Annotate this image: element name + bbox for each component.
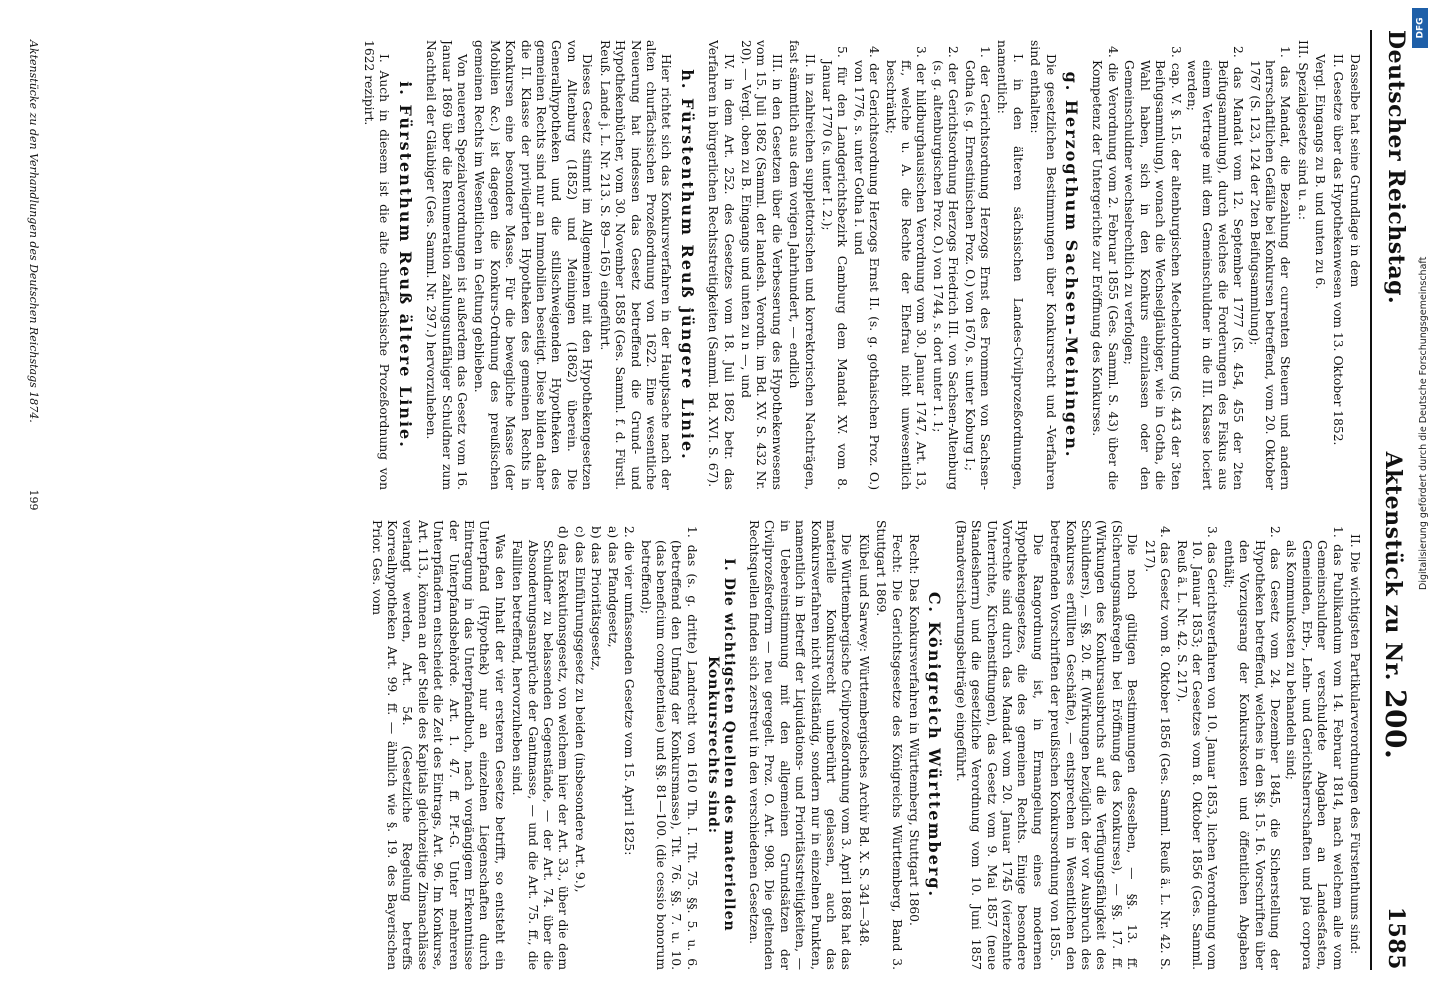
section-heading-c1: I. Die wichtigsten Quellen des materiellen Konkursrechts sind: (705, 558, 737, 932)
list-item: 3. der hildburghausischen Verordnung vom 30. Januar 1747, Art. 13, ff., welche u. A. die Rechte der Ehefrau nicht unwesentlich beschränkt; (883, 46, 929, 490)
dfg-logo (1412, 8, 1428, 48)
page-number-text: 199 (27, 489, 40, 511)
left-text-i-1: I. Auch in diesem ist die alte churfächsische Prozeßordnung von 1622 rezipirt. (362, 40, 392, 490)
list-item: 4. der Gerichtsordnung Herzogs Ernst II. (s. g. gothaischen Proz. O.) von 1776, s. unter Gotha I. und (851, 46, 882, 490)
list-item: 3. cap. V. §. 15. der altenburgischen Mechelordnung (S. 443 der 3ten Beifugsammlung), wonach die Wechselgläubiger, wie in Gotha, die Wahl haben, sich in den Konkurs einzulassen oder den Gemeinschuldner wechselrechtlich zu verfolgen; (1122, 46, 1183, 490)
right-text-c2-1: Was den Inhalt der vier ersteren Gesetze betrifft, so entsteht ein Unterpfand (Hypothek) nur an einzelnen Liegenschaften durch Eintragung in das Unterpfandbuch, nach vorgängigem Erkenntnisse der Unterpfandsbehörde. Art. 1. 47. ff. Pf.-G. Unter mehreren Unterpfändern entscheidet die Zeit des Eintrags, Art. 96. Im Konkurse, Art. 113., können an der Stelle des Kapitals gleichzeitige Zinsnachlässe verlangt werden, Art. 54. (Gesetzliche Regelung betreffs Korrealhypotheken Art. 99. ff. — ähnlich wie §. 19. des Bayerischen Prior. Ges. vom (369, 520, 507, 970)
list-item: 2. das Gesetz vom 24. Dezember 1845, die Sicherstellung der Hypotheken betreffend, welches in den §§. 15. 16. Vorschriften über den Vorzugsrang der Konkurskosten und öffentlichen Abgaben enthält; (1221, 526, 1282, 970)
left-intro-2: II. Gesetze über das Hypothekenwesen vom 13. Oktober 1852. (1330, 54, 1345, 446)
digitization-credit: Digitalisierung gefördert durch die Deutsche Forschungsgemeinschaft (1418, 256, 1429, 590)
left-text-h-2: Dieses Gesetz stimmt im Allgemeinen mit den Hypothekengesetzen von Altenburg (1852) und Meiningen (1862) überein. Die Generalhypotheken und die stillschweigenden Hypotheken des gemeinen Rechts sind nur an Immobilien beseitigt. Diese bilden daher die II. Klasse der privilegirten Hypotheken des gemeinen Rechts in Konkursen eine besondere Masse. Für die bewegliche Masse (der Mobilien &c.) ist dagegen die Konkurs-Ordnung des preußischen gemeinen Rechts im Wesentlichen in Geltung geblieben. (472, 40, 595, 490)
right-column (52, 520, 1362, 970)
left-text-h-1: Hier richtet sich das Konkursverfahren in der Hauptsache nach der alten churfächsischen Prozeßordnung von 1622. Eine wesentliche Neuerung hat indessen das Gesetz betreffend die Grund- und Hypothekenbücher, vom 30. November 1858 (Ges. Samml. f. d. Fürstl. Reuß. Lande j. L. Nr. 213. S. 89—165) eingeführt. (597, 40, 674, 490)
right-text-a2-1: Die noch gültigen Bestimmungen desselben, — §§. 13. ff. (Sicherungsmaßregeln bei Eröffnung des Konkurses), — §§. 17. ff. (Wirkungen des Konkursausbruchs auf die Verfügungsfähigkeit des Schuldners), — §§. 20. ff. (Wirkungen bezüglich der vor Ausbruch des Konkurses erfüllten Geschäfte), — entsprechen in Wesentlichen den betreffenden Vorschriften der preußischen Konkursordnung von 1855. (1048, 520, 1140, 970)
section-heading-g: g. Herzogthum Sachsen-Meiningen. (1062, 71, 1082, 459)
left-text-g2-1: II. in zahlreichen supplettorischen und korrektorischen Nachträgen, fast sämmtlich aus dem vorigen Jahrhundert, — endlich (787, 40, 817, 490)
list-item: 2. das Mandat vom 12. September 1777 (S. 454, 455 der 2ten Beifugsammlung), durch welches die Forderungen des Fiskus aus einem Vertrage mit dem Gemeinschuldner in die III. Klasse lociert werden; (1184, 46, 1246, 490)
header-rule (1370, 30, 1372, 970)
header-page-number: 1585 (1383, 906, 1409, 970)
dfg-logo-text: DFG (1415, 17, 1426, 39)
list-item: 2. die vier umfassenden Gesetze vom 15. April 1825: (622, 526, 637, 856)
list-item: c) das Einführungsgesetz zu beiden (insbesondere Art. 9.), (572, 526, 587, 893)
list-item: a) das Pfandgesetz, (605, 526, 620, 648)
section-heading-i: i. Fürstenthum Reuß ältere Linie. (395, 81, 415, 449)
right-text-c-4: Die Württembergische Civilprozeßordnung vom 3. April 1868 hat das materielle Konkursrecht unberührt gelassen, auch das Konkursverfahren nicht vollständig, sondern nur in einzelnen Punkten, namentlich in Betreff der Liquidations- und Prioritätsstreitigkeiten, — in Uebereinstimmung mit den allgemeinen Grundsätzen der Civilprozeßreform — neu geregelt. Proz. O. Art. 908. Die geltenden Rechtsquellen finden sich zerstreut in den verschiedenen Gesetzen. (746, 520, 854, 970)
left-intro-4: III. Spezialgesetze sind u. a.: (1295, 40, 1310, 221)
left-text-g-2: I. in den älteren sächsischen Landes-Civilprozeßordnungen, namentlich: (995, 40, 1025, 490)
left-list-g (819, 40, 992, 490)
list-item: 5. für den Landgerichtsbezirk Camburg dem Mandat XV. vom 8. Januar 1770 (s. unter I. 2.); (820, 46, 850, 490)
left-list-a (1089, 40, 1292, 490)
right-list-c (509, 520, 699, 970)
list-item: 3. das Gerichtsverfahren von 10. Januar 1853, lichen Verordnung vom 10. Januar 1853; der Gesetzes vom 8. Oktober 1856 (Ges. Samml. Reuß ä. L. Nr. 42. S. 217). (1174, 526, 1220, 970)
left-text-g-1: Die gesetzlichen Bestimmungen über Konkursrecht und -Verfahren sind enthalten: (1028, 40, 1058, 490)
left-intro-1: Dasselbe hat seine Grundlage in dem (1348, 54, 1362, 288)
right-text-c-3: Kübel und Sarwey: Württembergisches Archiv Bd. X. S. 341—348. (856, 534, 871, 947)
list-item: 1. der Gerichtsordnung Herzogs Ernst des Frommen von Sachsen-Gotha (s. g. Ernestinischen Proz. O.) von 1670, s. unter Koburg I.; (962, 46, 993, 490)
list-item: 1. das Mandat, die Bezahlung der currenten Steuern und andern herrschaftlichen Gefälle bei Konkursen betreffend, vom 20. Oktober 1767 (S. 123, 124 der 2ten Beifugsammlung); (1247, 46, 1293, 490)
header-number: 200. (1379, 689, 1413, 760)
header-center-text: Aktenstück zu Nr. (1380, 451, 1407, 681)
list-item: d) das Exekutionsgesetz, von welchem hier der Art. 33., über die dem Schuldner zu belassenden Gegenstände, — der Art. 74. über die Absonderungsansprüche der Gantmasse, — und die Art. 75. ff., die Fallliten betreffend, hervorzuheben sind. (510, 526, 571, 970)
left-column (52, 40, 1362, 490)
page-footer: Aktenstücke zu den Verhandlungen des Deutschen Reichstags 1874. (27, 40, 40, 423)
left-text-g2-3: IV. in dem Art. 252. des Gesetzes vom 18. Juli 1862 betr. das Verfahren in bürgerlichen Rechtsstreitigkeiten (Samml. Bd. XVI. S. 67). (706, 40, 736, 490)
left-text-h-3: Von neueren Spezialverordnungen ist außerdem das Gesetz vom 16. Januar 1869 über die Renumeration zahlungsunfähiger Schuldner zum Nachtheil der Gläubiger (Ges. Samml. Nr. 297.) hervorzuheben. (424, 40, 470, 490)
list-item: 2. der Gerichtsordnung Herzogs Friedrich III. von Sachsen-Altenburg (s. g. altenburgischen Proz. O.) von 1744, s. dort unter 1. 1; (930, 46, 961, 490)
page-header (1376, 30, 1416, 970)
section-heading-h: h. Fürstenthum Reuß jüngere Linie. (677, 69, 697, 461)
list-item: 1. das Publikandum vom 14. Februar 1814, nach welchem alle vom Gemeinschuldner verschuldete Abgaben an Landesfasten, Gemeinden, Erb-, Lehn- und Gerichtsherrschaften und pia corpora als Kommunkosten zu behandeln sind; (1284, 526, 1345, 970)
section-heading-c: C. Königreich Württemberg. (925, 591, 945, 899)
right-text-c-1: Recht: Das Konkursverfahren in Württemberg, Stuttgart 1860. (907, 534, 922, 926)
list-item: 4. die Verordnung vom 2. Februar 1855 (Ges. Samml. S. 43) über die Kompetenz der Untergerichte zur Eröffnung des Konkurses. (1090, 46, 1120, 490)
page-number-bottom (27, 0, 40, 1000)
list-item: 1. das (s. g. dritte) Landrecht von 1610 Th. I. Tit. 75. §§. 5. u. 6. (betreffend den Umfang der Konkursmasse), Tit. 76. §§. 7. u. 10. (das beneficium competentiae) und §§. 81—100. (die cessio bonorum betreffend); (638, 526, 699, 970)
header-center (1380, 452, 1413, 760)
header-left: Deutscher Reichstag. (1383, 30, 1409, 305)
left-intro-3: Vergl. Eingangs zu B. und unten zu 6. (1313, 54, 1328, 290)
right-text-a2-2: Die Rangordnung ist, in Ermangelung eines modernen Hypothekengesetzes, die des gemeinen Rechts. Einige besondere Vorrechte sind durch das Mandat vom 20. Januar 1745 (vierzehnte Unterrichte, Kirchenstiftungen), das Gesetz vom 9. Mai 1857 (neue Standesherrn) und die gesetzliche Verordnung vom 10. Juni 1857 (Brandversicherungsbeiträge) eingeführt. (953, 520, 1045, 970)
list-item: b) das Prioritätsgesetz, (589, 526, 604, 671)
list-item: 4. das Gesetz vom 8. Oktober 1856 (Ges. Samml. Reuß ä. L. Nr. 42. S. 217). (1142, 526, 1173, 970)
right-intro-1: II. Die wichtigsten Partikularverordnungen des Fürstenthums sind: (1348, 534, 1362, 955)
left-text-g2-2: III. in den Gesetzen über die Verbesserung des Hypothekenwesens vom 15. Juli 1862 (Samml. der landesh. Verordn. im Bd. XV. S. 432 Nr. 20). — Vergl. oben zu B. Eingangs und unten zu n —, und (738, 40, 784, 490)
right-list-a (1141, 520, 1344, 970)
right-text-c-2: Fecht: Die Gerichtsgesetze des Königreichs Württemberg, Band 3. Stuttgart 1869. (874, 520, 904, 970)
